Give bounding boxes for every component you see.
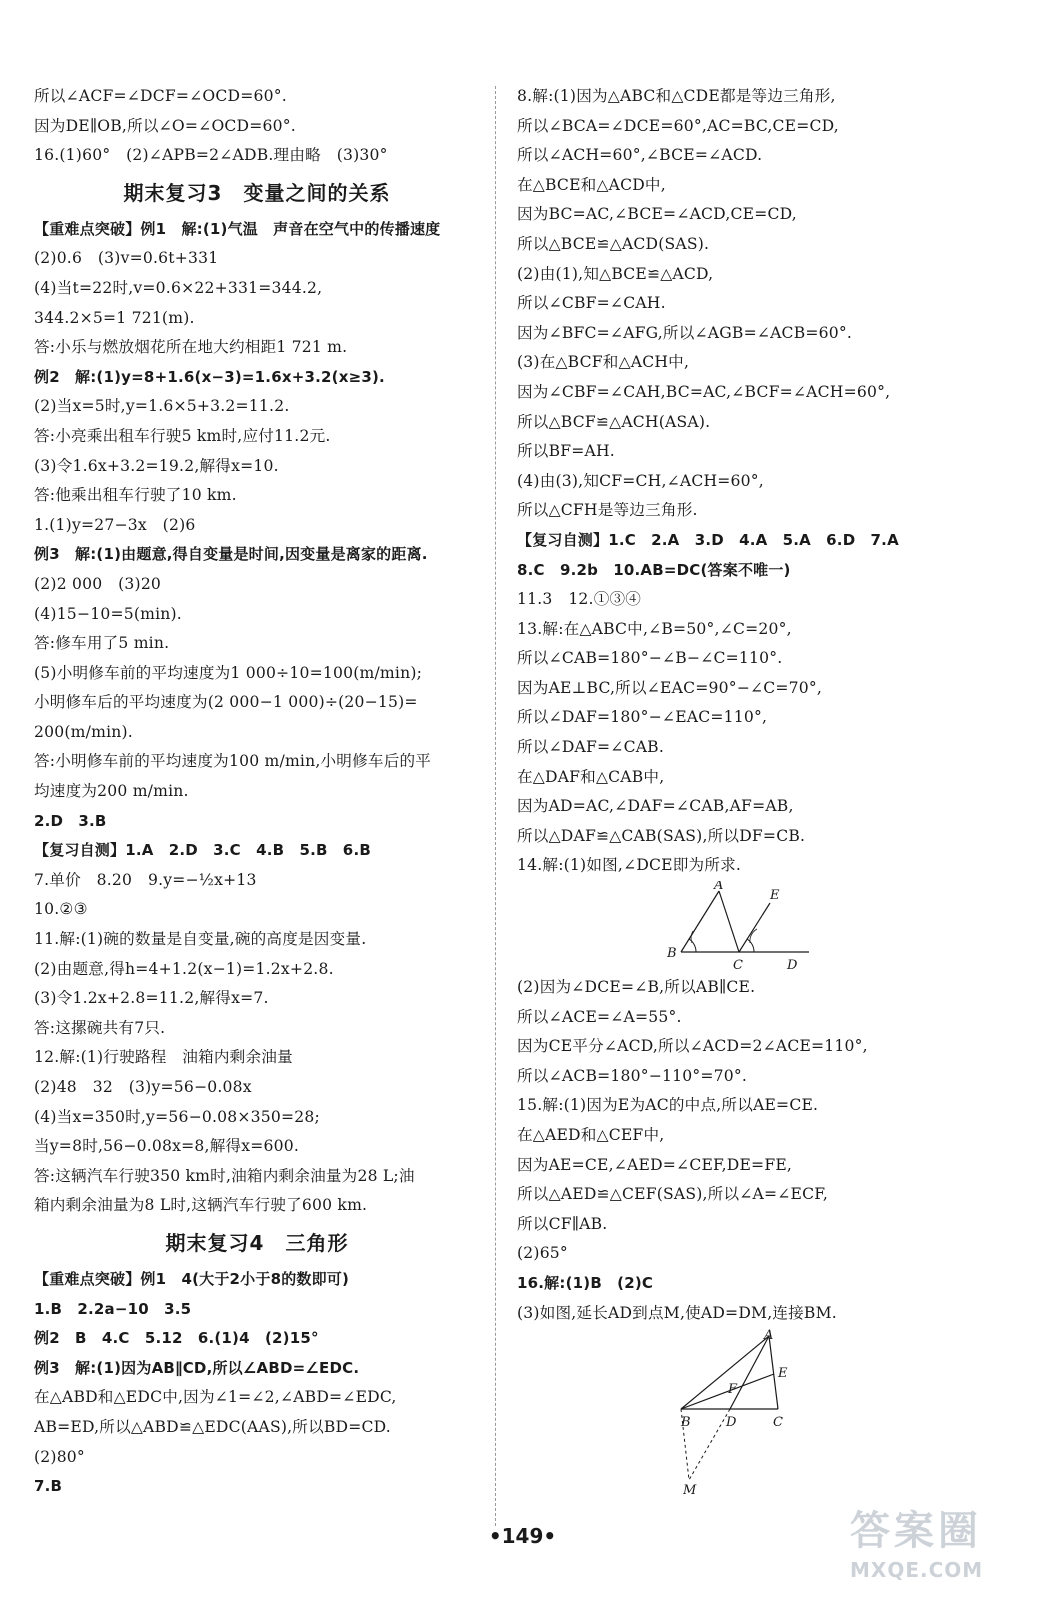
answer-line: 所以∠CAB=180°−∠B−∠C=110°.: [517, 649, 783, 668]
figure-angle-construction: [517, 881, 1017, 973]
answer-line: 【复习自测】1.C 2.A 3.D 4.A 5.A 6.D 7.A: [517, 530, 899, 549]
right-column: [517, 82, 1017, 1498]
label-b: B: [681, 1415, 691, 1431]
answer-line: 200(m/min).: [34, 722, 133, 741]
answer-line: (4)15−10=5(min).: [34, 604, 182, 623]
answer-line: 11.解:(1)碗的数量是自变量,碗的高度是因变量.: [34, 930, 367, 949]
answer-line: 13.解:在△ABC中,∠B=50°,∠C=20°,: [517, 619, 792, 638]
arc-angle-b: [689, 939, 696, 952]
answer-line: 例2 解:(1)y=8+1.6(x−3)=1.6x+3.2(x≥3).: [34, 367, 385, 386]
answer-line: (2)由(1),知△BCE≌△ACD,: [517, 264, 714, 283]
answer-line: 在△ABD和△EDC中,因为∠1=∠2,∠ABD=∠EDC,: [34, 1388, 397, 1407]
label-b: B: [667, 946, 677, 962]
answer-line: 因为DE∥OB,所以∠O=∠OCD=60°.: [34, 116, 296, 135]
answer-line: (3)在△BCF和△ACH中,: [517, 353, 690, 372]
left-column: [34, 82, 480, 1502]
answer-line: 因为∠CBF=∠CAH,BC=AC,∠BCF=∠ACH=60°,: [517, 382, 891, 401]
answer-line: 因为AE=CE,∠AED=∠CEF,DE=FE,: [517, 1155, 793, 1174]
answer-line: 答:这摞碗共有7只.: [34, 1018, 166, 1037]
label-f: F: [728, 1382, 738, 1398]
answer-line: 答:小乐与燃放烟花所在地大约相距1 721 m.: [34, 338, 348, 357]
answer-line: (3)令1.2x+2.8=11.2,解得x=7.: [34, 989, 269, 1008]
column-divider: [495, 86, 496, 1526]
answer-line: AB=ED,所以△ABD≌△EDC(AAS),所以BD=CD.: [34, 1417, 391, 1436]
answer-line: 因为BC=AC,∠BCE=∠ACD,CE=CD,: [517, 205, 797, 224]
answer-line: 所以△AED≌△CEF(SAS),所以∠A=∠ECF,: [517, 1185, 828, 1204]
answer-line: 所以∠DAF=180°−∠EAC=110°,: [517, 708, 768, 727]
answer-line: 均速度为200 m/min.: [34, 782, 189, 801]
answer-line: 1.B 2.2a−10 3.5: [34, 1299, 192, 1318]
answer-line: 344.2×5=1 721(m).: [34, 308, 195, 327]
arc-c-trace: [750, 929, 757, 943]
answer-line: 答:他乘出租车行驶了10 km.: [34, 486, 237, 505]
answer-line: 答:这辆汽车行驶350 km时,油箱内剩余油量为28 L;油: [34, 1166, 415, 1185]
line-ad: [730, 1336, 769, 1409]
answer-line: 所以∠BCA=∠DCE=60°,AC=BC,CE=CD,: [517, 116, 839, 135]
answer-line: 例3 解:(1)由题意,得自变量是时间,因变量是离家的距离.: [34, 545, 428, 564]
answer-line: 所以∠ACE=∠A=55°.: [517, 1007, 682, 1026]
label-e: E: [770, 888, 780, 904]
answer-line: 所以△DAF≌△CAB(SAS),所以DF=CB.: [517, 826, 806, 845]
answer-line: (4)当x=350时,y=56−0.08×350=28;: [34, 1107, 320, 1126]
line-ac: [769, 1336, 778, 1409]
label-d: D: [726, 1415, 737, 1431]
answer-line: 16.(1)60° (2)∠APB=2∠ADB.理由略 (3)30°: [34, 146, 388, 165]
answer-line: (4)当t=22时,v=0.6×22+331=344.2,: [34, 278, 323, 297]
answer-line: 所以∠CBF=∠CAH.: [517, 294, 666, 313]
figure-median-extension-svg: [517, 1328, 1017, 1498]
answer-line: 所以△CFH是等边三角形.: [517, 501, 698, 520]
answer-line: (2)80°: [34, 1447, 85, 1466]
answer-line: (2)65°: [517, 1244, 568, 1263]
watermark-line1: 答案圈: [850, 1508, 982, 1554]
page-number: •149•: [488, 1524, 557, 1548]
section-heading: 期末复习3 变量之间的关系: [123, 180, 391, 205]
section-heading: 期末复习4 三角形: [165, 1230, 349, 1255]
answer-line: 1.(1)y=27−3x (2)6: [34, 515, 196, 534]
answer-line: 所以△BCE≌△ACD(SAS).: [517, 234, 710, 253]
figure-angle-construction-svg: [517, 881, 1017, 973]
label-a: A: [764, 1328, 774, 1344]
answer-line: 2.D 3.B: [34, 811, 107, 830]
watermark-line2: MXQE.COM: [850, 1558, 984, 1582]
answer-line: 所以CF∥AB.: [517, 1214, 608, 1233]
answer-line: (2)0.6 (3)v=0.6t+331: [34, 249, 219, 268]
answer-line: (4)由(3),知CF=CH,∠ACH=60°,: [517, 471, 764, 490]
answer-line: (3)如图,延长AD到点M,使AD=DM,连接BM.: [517, 1303, 837, 1322]
answer-line: 【重难点突破】例1 解:(1)气温 声音在空气中的传播速度: [34, 219, 441, 238]
line-ce: [739, 903, 770, 952]
answer-line: 因为CE平分∠ACD,所以∠ACD=2∠ACE=110°,: [517, 1037, 868, 1056]
answer-line: 答:小亮乘出租车行驶5 km时,应付11.2元.: [34, 426, 331, 445]
answer-line: 12.解:(1)行驶路程 油箱内剩余油量: [34, 1048, 293, 1067]
answer-line: 所以∠ACB=180°−110°=70°.: [517, 1066, 748, 1085]
answer-line: (2)当x=5时,y=1.6×5+3.2=11.2.: [34, 397, 290, 416]
answer-line: 因为∠BFC=∠AFG,所以∠AGB=∠ACB=60°.: [517, 323, 853, 342]
answer-line: 16.解:(1)B (2)C: [517, 1273, 654, 1292]
answer-line: 因为AD=AC,∠DAF=∠CAB,AF=AB,: [517, 797, 794, 816]
answer-line: (3)令1.6x+3.2=19.2,解得x=10.: [34, 456, 279, 475]
answer-line: 7.B: [34, 1477, 63, 1496]
line-dm-dashed: [689, 1409, 730, 1480]
answer-line: 所以BF=AH.: [517, 442, 615, 461]
answer-line: 小明修车后的平均速度为(2 000−1 000)÷(20−15)=: [34, 693, 418, 712]
answer-line: 在△DAF和△CAB中,: [517, 767, 665, 786]
answer-line: 当y=8时,56−0.08x=8,解得x=600.: [34, 1137, 300, 1156]
line-ab: [681, 1336, 769, 1409]
line-ac: [719, 891, 739, 952]
answer-line: (5)小明修车前的平均速度为1 000÷10=100(m/min);: [34, 663, 423, 682]
answer-line: 8.C 9.2b 10.AB=DC(答案不唯一): [517, 560, 791, 579]
answer-line: 7.单价 8.20 9.y=−½x+13: [34, 870, 257, 889]
answer-line: 所以△BCF≌△ACH(ASA).: [517, 412, 711, 431]
answer-line: 所以∠DAF=∠CAB.: [517, 738, 664, 757]
answer-line: 14.解:(1)如图,∠DCE即为所求.: [517, 856, 742, 875]
answer-line: (2)因为∠DCE=∠B,所以AB∥CE.: [517, 978, 756, 997]
answer-line: 例2 B 4.C 5.12 6.(1)4 (2)15°: [34, 1329, 319, 1348]
watermark-logo: [850, 1505, 1035, 1595]
answer-line: 8.解:(1)因为△ABC和△CDE都是等边三角形,: [517, 87, 836, 105]
answer-line: 11.3 12.①③④: [517, 590, 642, 609]
answer-line: 所以∠ACH=60°,∠BCE=∠ACD.: [517, 146, 763, 165]
arc-angle-c: [747, 939, 754, 952]
line-ab: [681, 891, 719, 952]
answer-line: 箱内剩余油量为8 L时,这辆汽车行驶了600 km.: [34, 1196, 368, 1215]
answer-line: (2)由题意,得h=4+1.2(x−1)=1.2x+2.8.: [34, 959, 334, 978]
answer-line: (2)48 32 (3)y=56−0.08x: [34, 1078, 252, 1096]
answer-line: 因为AE⊥BC,所以∠EAC=90°−∠C=70°,: [517, 678, 823, 697]
answer-line: 例3 解:(1)因为AB∥CD,所以∠ABD=∠EDC.: [34, 1358, 360, 1377]
answer-line: 10.②③: [34, 900, 88, 919]
answer-line: 在△BCE和△ACD中,: [517, 175, 666, 194]
answer-line: 【重难点突破】例1 4(大于2小于8的数即可): [34, 1269, 350, 1288]
answer-line: 答:修车用了5 min.: [34, 634, 170, 653]
label-d: D: [787, 958, 798, 974]
label-e: E: [778, 1366, 788, 1382]
answer-line: 15.解:(1)因为E为AC的中点,所以AE=CE.: [517, 1096, 819, 1115]
label-c: C: [733, 958, 743, 974]
answer-line: (2)2 000 (3)20: [34, 574, 162, 593]
figure-median-extension: [517, 1328, 1017, 1498]
answer-line: 答:小明修车前的平均速度为100 m/min,小明修车后的平: [34, 752, 432, 771]
label-m: M: [683, 1483, 697, 1499]
answer-line: 【复习自测】1.A 2.D 3.C 4.B 5.B 6.B: [34, 841, 371, 860]
label-a: A: [714, 881, 724, 894]
answer-line: 在△AED和△CEF中,: [517, 1126, 665, 1144]
answer-line: 所以∠ACF=∠DCF=∠OCD=60°.: [34, 87, 287, 105]
label-c: C: [773, 1415, 783, 1431]
